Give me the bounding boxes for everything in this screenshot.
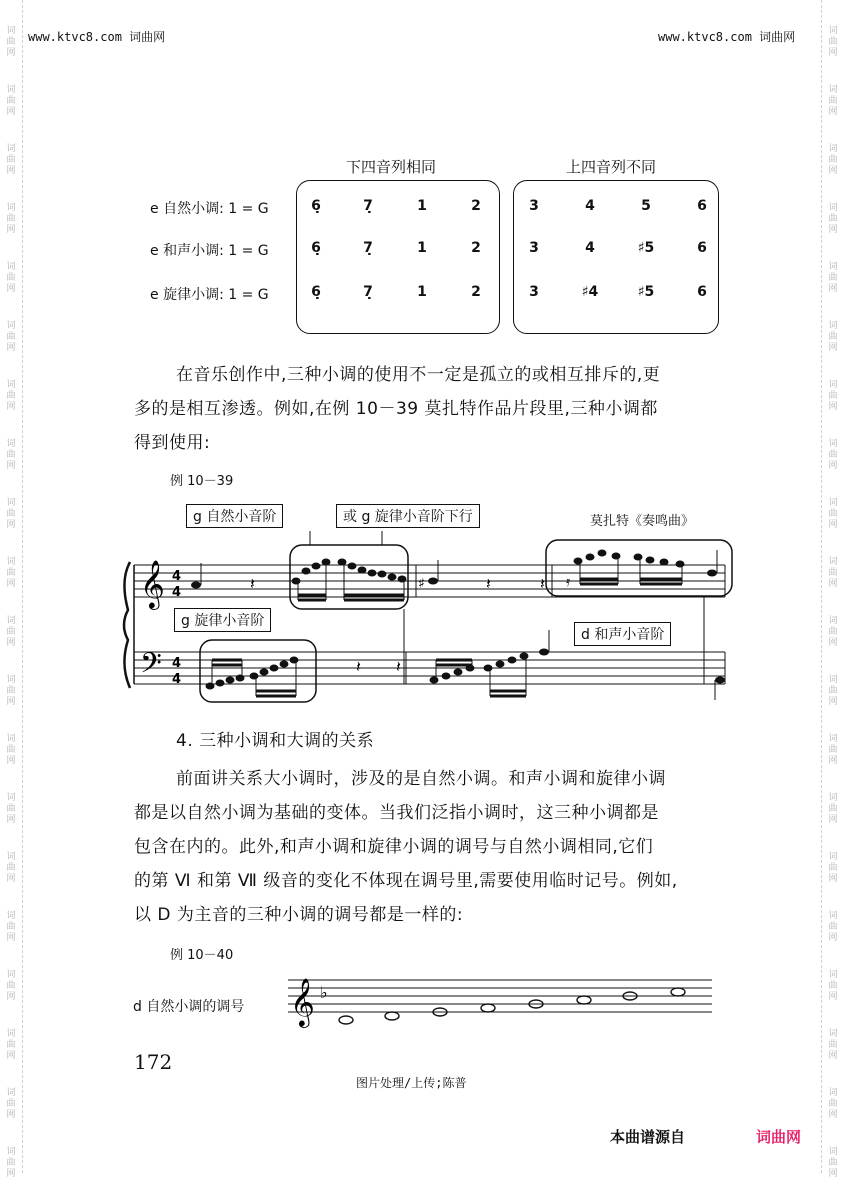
time-sig-top-treble: 4 xyxy=(172,569,182,584)
scale-degree: ♯5 xyxy=(637,284,655,300)
scale-degree: 6̣ xyxy=(311,240,321,256)
watermark-char: 词 xyxy=(828,262,838,272)
scale-degree: 3 xyxy=(529,198,539,214)
watermark-char: 网 xyxy=(828,1051,838,1061)
time-sig-bottom-bass: 4 xyxy=(172,672,182,687)
watermark-char: 词 xyxy=(828,439,838,449)
watermark-char: 曲 xyxy=(6,332,16,342)
watermark-char: 词 xyxy=(828,144,838,154)
watermark-char: 曲 xyxy=(6,37,16,47)
d-minor-scale-staff xyxy=(280,966,720,1036)
watermark-char: 曲 xyxy=(6,686,16,696)
watermark-char: 曲 xyxy=(828,450,838,460)
watermark-char: 网 xyxy=(828,756,838,766)
watermark-char: 词 xyxy=(6,203,16,213)
watermark-char: 词 xyxy=(828,852,838,862)
watermark-char: 词 xyxy=(6,439,16,449)
composer-credit: 莫扎特《奏鸣曲》 xyxy=(590,514,695,529)
scale-degree: 3 xyxy=(529,240,539,256)
section-heading: 4. 三种小调和大调的关系 xyxy=(176,731,375,751)
watermark-char: 网 xyxy=(6,697,16,707)
scale-degree: 2 xyxy=(471,240,481,256)
watermark-char: 网 xyxy=(828,284,838,294)
watermark-char: 词 xyxy=(828,203,838,213)
watermark-char: 曲 xyxy=(828,627,838,637)
bass-clef-icon: 𝄢 xyxy=(140,647,162,687)
paragraph-2-line-4: 的第 Ⅵ 和第 Ⅶ 级音的变化不体现在调号里,需要使用临时记号。例如, xyxy=(134,871,678,891)
minor-mode-label: e 旋律小调: 1 = G xyxy=(150,287,269,303)
paragraph-2-line-3: 包含在内的。此外,和声小调和旋律小调的调号与自然小调相同,它们 xyxy=(134,837,654,857)
watermark-char: 网 xyxy=(828,579,838,589)
watermark-char: 网 xyxy=(6,520,16,530)
watermark-char: 网 xyxy=(828,48,838,58)
watermark-char: 曲 xyxy=(828,96,838,106)
scale-degree: 6 xyxy=(697,240,707,256)
watermark-char: 网 xyxy=(6,815,16,825)
watermark-char: 网 xyxy=(6,225,16,235)
watermark-char: 词 xyxy=(6,557,16,567)
watermark-char: 网 xyxy=(6,1110,16,1120)
watermark-char: 曲 xyxy=(828,332,838,342)
tag-g-natural-minor: g 自然小音阶 xyxy=(186,504,283,528)
watermark-char: 网 xyxy=(828,1169,838,1179)
paragraph-1-line-3: 得到使用: xyxy=(134,433,211,453)
example-label-10-39: 例 10－39 xyxy=(170,474,234,489)
watermark-char: 词 xyxy=(828,734,838,744)
watermark-char: 网 xyxy=(828,874,838,884)
watermark-char: 曲 xyxy=(6,96,16,106)
scale-degree: 2 xyxy=(471,198,481,214)
watermark-char: 网 xyxy=(6,284,16,294)
scale-degree: 2 xyxy=(471,284,481,300)
treble-run-2 xyxy=(574,550,684,584)
svg-text:♯: ♯ xyxy=(418,576,425,592)
watermark-char: 曲 xyxy=(828,155,838,165)
table-head-upper: 上四音列不同 xyxy=(566,158,657,176)
watermark-char: 网 xyxy=(828,520,838,530)
watermark-char: 词 xyxy=(6,852,16,862)
watermark-char: 词 xyxy=(6,144,16,154)
watermark-char: 曲 xyxy=(828,922,838,932)
scale-degree: 7̣ xyxy=(363,284,373,300)
scale-degree: 1 xyxy=(417,284,427,300)
watermark-char: 曲 xyxy=(828,1040,838,1050)
watermark-char: 词 xyxy=(6,616,16,626)
watermark-char: 曲 xyxy=(828,1099,838,1109)
watermark-char: 网 xyxy=(6,579,16,589)
svg-text:𝄽: 𝄽 xyxy=(396,657,401,676)
example-label-10-40: 例 10－40 xyxy=(170,948,234,963)
watermark-char: 词 xyxy=(828,85,838,95)
paragraph-1-line-2: 多的是相互渗透。例如,在例 10－39 莫扎特作品片段里,三种小调都 xyxy=(134,399,658,419)
watermark-char: 词 xyxy=(6,1029,16,1039)
watermark-char: 曲 xyxy=(828,981,838,991)
table-head-lower: 下四音列相同 xyxy=(346,158,437,176)
watermark-char: 曲 xyxy=(828,863,838,873)
watermark-char: 曲 xyxy=(828,509,838,519)
brand-label[interactable]: 词曲网 xyxy=(756,1128,802,1146)
upload-credit: 图片处理/上传;陈普 xyxy=(356,1076,467,1090)
watermark-char: 网 xyxy=(828,697,838,707)
watermark-char: 词 xyxy=(828,1029,838,1039)
left-watermark-strip xyxy=(0,0,23,1179)
watermark-char: 网 xyxy=(6,48,16,58)
watermark-char: 曲 xyxy=(6,450,16,460)
watermark-char: 词 xyxy=(6,970,16,980)
watermark-char: 曲 xyxy=(828,686,838,696)
svg-text:𝄽: 𝄽 xyxy=(250,574,255,593)
watermark-char: 曲 xyxy=(828,804,838,814)
score-mozart-sonata xyxy=(120,500,740,710)
watermark-char: 曲 xyxy=(6,1040,16,1050)
watermark-char: 网 xyxy=(828,638,838,648)
watermark-char: 词 xyxy=(6,675,16,685)
watermark-char: 网 xyxy=(6,107,16,117)
watermark-char: 词 xyxy=(6,1088,16,1098)
watermark-char: 网 xyxy=(6,166,16,176)
watermark-char: 网 xyxy=(828,933,838,943)
scale-degree: 4 xyxy=(585,198,595,214)
paragraph-2-line-2: 都是以自然小调为基础的变体。当我们泛指小调时，这三种小调都是 xyxy=(134,803,659,823)
watermark-char: 词 xyxy=(828,1088,838,1098)
paragraph-2-line-5: 以 D 为主音的三种小调的调号都是一样的: xyxy=(134,905,464,925)
watermark-char: 词 xyxy=(6,498,16,508)
watermark-char: 词 xyxy=(828,911,838,921)
minor-mode-label: e 自然小调: 1 = G xyxy=(150,201,269,217)
watermark-char: 网 xyxy=(828,166,838,176)
watermark-url-left[interactable]: www.ktvc8.com 词曲网 xyxy=(28,30,166,44)
watermark-char: 网 xyxy=(828,107,838,117)
scale-degree: 6̣ xyxy=(311,198,321,214)
watermark-char: 网 xyxy=(6,933,16,943)
watermark-char: 曲 xyxy=(828,745,838,755)
scale-degree: 7̣ xyxy=(363,240,373,256)
scale-degree: 6̣ xyxy=(311,284,321,300)
treble-clef-icon-2: 𝄞 xyxy=(290,977,315,1026)
watermark-char: 曲 xyxy=(6,1158,16,1168)
minor-mode-label: e 和声小调: 1 = G xyxy=(150,243,269,259)
watermark-char: 网 xyxy=(828,225,838,235)
watermark-char: 网 xyxy=(828,343,838,353)
watermark-char: 词 xyxy=(6,734,16,744)
watermark-char: 网 xyxy=(828,1110,838,1120)
page-number: 172 xyxy=(134,1050,173,1074)
scale-degree: 1 xyxy=(417,240,427,256)
watermark-char: 词 xyxy=(6,262,16,272)
flat-sign-icon: ♭ xyxy=(320,983,328,1002)
watermark-char: 曲 xyxy=(828,568,838,578)
watermark-char: 网 xyxy=(828,815,838,825)
watermark-char: 曲 xyxy=(828,273,838,283)
watermark-char: 曲 xyxy=(6,568,16,578)
d-minor-key-signature-label: d 自然小调的调号 xyxy=(133,999,245,1015)
watermark-char: 词 xyxy=(6,26,16,36)
watermark-char: 网 xyxy=(828,402,838,412)
scale-degree: 4 xyxy=(585,240,595,256)
watermark-char: 网 xyxy=(6,756,16,766)
scale-degree: 7̣ xyxy=(363,198,373,214)
watermark-char: 词 xyxy=(828,557,838,567)
watermark-char: 词 xyxy=(828,970,838,980)
svg-text:𝄽: 𝄽 xyxy=(356,657,361,676)
scale-notes xyxy=(339,988,685,1024)
watermark-char: 曲 xyxy=(6,804,16,814)
treble-clef-icon: 𝄞 xyxy=(140,559,165,608)
watermark-char: 曲 xyxy=(6,627,16,637)
tag-d-harmonic-minor: d 和声小音阶 xyxy=(574,622,671,646)
watermark-char: 曲 xyxy=(828,391,838,401)
right-watermark-strip xyxy=(821,0,844,1179)
watermark-char: 曲 xyxy=(6,922,16,932)
time-sig-top-bass: 4 xyxy=(172,656,182,671)
scale-degree: 6 xyxy=(697,284,707,300)
watermark-char: 词 xyxy=(828,26,838,36)
bass-run-2 xyxy=(430,653,528,696)
watermark-char: 曲 xyxy=(6,509,16,519)
tag-g-melodic-minor-descending: 或 g 旋律小音阶下行 xyxy=(336,504,480,528)
watermark-char: 词 xyxy=(6,1147,16,1157)
watermark-char: 曲 xyxy=(828,1158,838,1168)
watermark-url-right[interactable]: www.ktvc8.com 词曲网 xyxy=(658,30,796,44)
svg-text:𝄽: 𝄽 xyxy=(540,574,545,593)
watermark-char: 词 xyxy=(828,498,838,508)
bass-staff xyxy=(134,652,725,684)
watermark-char: 网 xyxy=(6,402,16,412)
svg-text:𝄿: 𝄿 xyxy=(566,574,571,590)
watermark-char: 网 xyxy=(6,343,16,353)
watermark-char: 词 xyxy=(828,321,838,331)
scale-degree: ♯5 xyxy=(637,240,655,256)
watermark-char: 网 xyxy=(6,1051,16,1061)
source-label: 本曲谱源自 xyxy=(610,1128,686,1146)
watermark-char: 曲 xyxy=(6,214,16,224)
watermark-char: 词 xyxy=(828,675,838,685)
watermark-char: 网 xyxy=(828,992,838,1002)
scale-degree: 6 xyxy=(697,198,707,214)
watermark-char: 曲 xyxy=(6,745,16,755)
watermark-char: 曲 xyxy=(6,981,16,991)
watermark-char: 词 xyxy=(6,321,16,331)
scale-degree: ♯4 xyxy=(581,284,599,300)
watermark-char: 网 xyxy=(6,992,16,1002)
scale-degree: 1 xyxy=(417,198,427,214)
watermark-char: 曲 xyxy=(6,863,16,873)
tag-g-melodic-minor: g 旋律小音阶 xyxy=(174,608,271,632)
watermark-char: 词 xyxy=(6,85,16,95)
watermark-char: 曲 xyxy=(6,155,16,165)
watermark-char: 词 xyxy=(828,793,838,803)
svg-text:𝄽: 𝄽 xyxy=(486,574,491,593)
watermark-char: 网 xyxy=(6,1169,16,1179)
watermark-char: 曲 xyxy=(6,391,16,401)
watermark-char: 词 xyxy=(6,380,16,390)
watermark-char: 词 xyxy=(6,911,16,921)
watermark-char: 曲 xyxy=(828,37,838,47)
watermark-char: 曲 xyxy=(6,273,16,283)
watermark-char: 网 xyxy=(6,461,16,471)
watermark-char: 词 xyxy=(828,1147,838,1157)
watermark-char: 词 xyxy=(828,380,838,390)
grand-staff-brace xyxy=(124,562,130,688)
paragraph-2-line-1: 前面讲关系大小调时，涉及的是自然小调。和声小调和旋律小调 xyxy=(176,769,666,789)
scale-degree: 3 xyxy=(529,284,539,300)
watermark-char: 曲 xyxy=(828,214,838,224)
time-sig-bottom-treble: 4 xyxy=(172,585,182,600)
watermark-char: 网 xyxy=(6,874,16,884)
watermark-char: 网 xyxy=(828,461,838,471)
paragraph-1-line-1: 在音乐创作中,三种小调的使用不一定是孤立的或相互排斥的,更 xyxy=(176,365,661,385)
watermark-char: 词 xyxy=(828,616,838,626)
watermark-char: 曲 xyxy=(6,1099,16,1109)
watermark-char: 词 xyxy=(6,793,16,803)
watermark-char: 网 xyxy=(6,638,16,648)
scale-degree: 5 xyxy=(641,198,651,214)
